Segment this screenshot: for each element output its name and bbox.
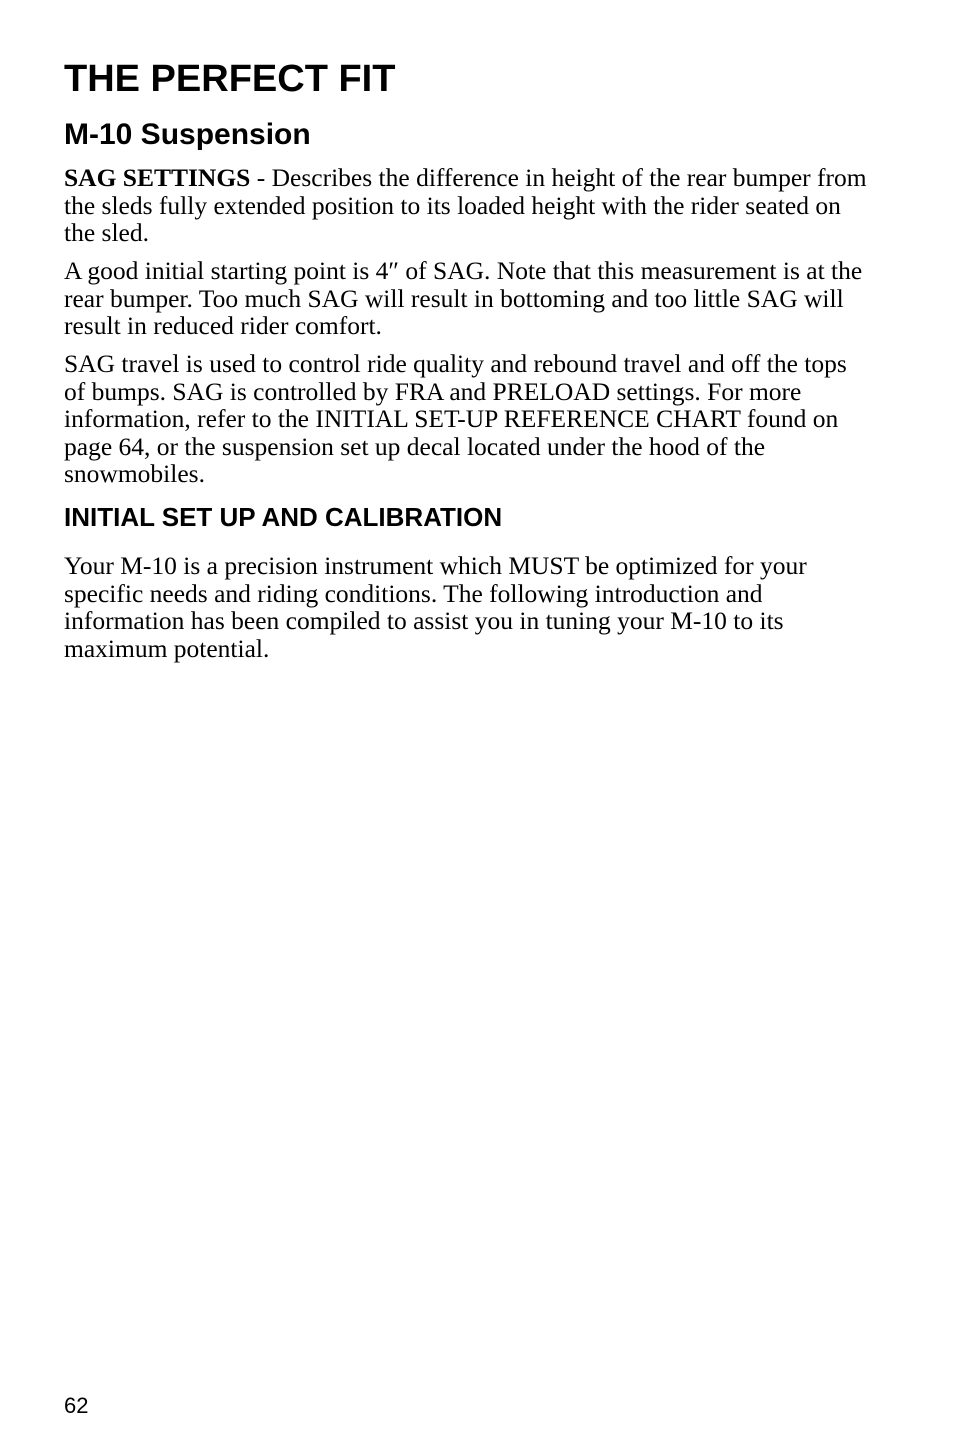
sag-settings-paragraph [64, 164, 874, 247]
initial-setup-heading: INITIAL SET UP AND CALIBRATION [64, 502, 503, 532]
sag-settings-lead: SAG SETTINGS [64, 163, 251, 192]
sag-settings-description: - Describes the difference in height of the rear bumper from the sleds fully extended position to its loaded height with the rider seated on the sled. [64, 163, 867, 248]
sag-travel-paragraph: SAG travel is used to control ride quality and rebound travel and off the tops of bumps. SAG is controlled by FRA and PRELOAD settings. For more information, refer to the INITIAL SET-UP REFERENCE CHART found on page 64, or the suspension set up decal located under the hood of the snowmobiles. [64, 349, 847, 489]
sag-starting-point-paragraph: A good initial starting point is 4″ of SAG. Note that this measurement is at the rear bumper. Too much SAG will result in bottoming and too little SAG will result in reduced rider comfort. [64, 256, 863, 341]
page-title: THE PERFECT FIT [64, 58, 396, 100]
initial-setup-paragraph: Your M-10 is a precision instrument which MUST be optimized for your specific needs and riding conditions. The following introduction and information has been compiled to assist you in tuning your M-10 to its maximum potential. [64, 551, 807, 663]
page-subtitle: M-10 Suspension [64, 118, 311, 151]
page-number: 62 [64, 1393, 89, 1418]
